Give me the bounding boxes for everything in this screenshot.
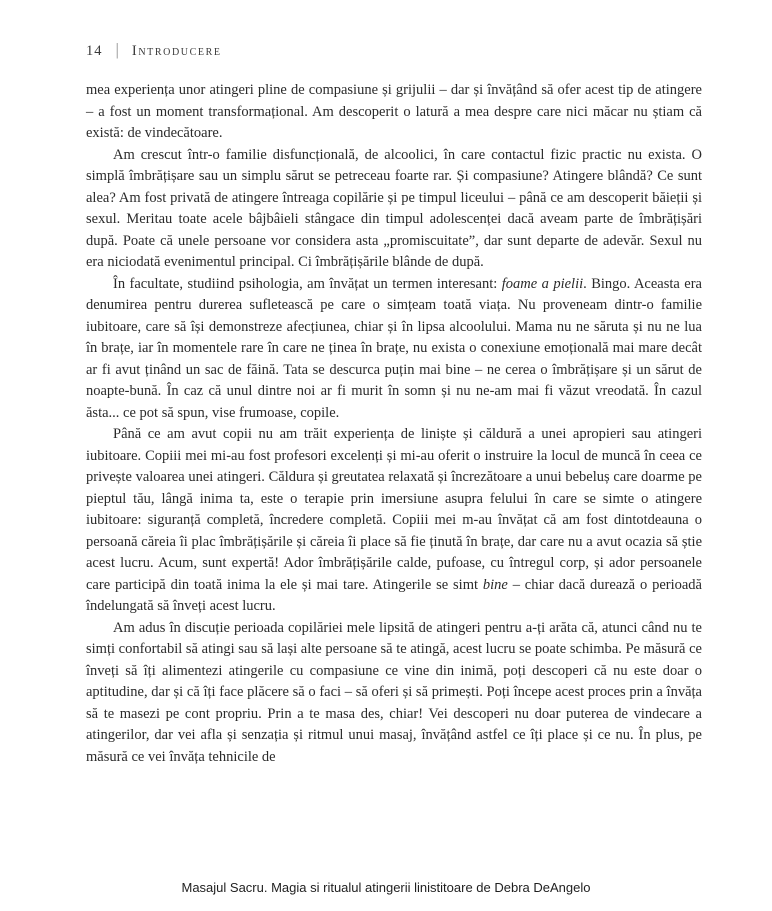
page-number: 14 bbox=[86, 43, 103, 59]
page-footer bbox=[0, 880, 772, 895]
italic-term: bine bbox=[482, 576, 508, 593]
paragraph bbox=[86, 424, 702, 618]
header-separator: | bbox=[115, 40, 119, 59]
paragraph bbox=[86, 80, 702, 145]
chapter-title: Introducere bbox=[131, 43, 222, 59]
italic-term: foame a pielii bbox=[501, 275, 584, 292]
paragraph bbox=[86, 618, 702, 769]
text-run: În facultate, studiind psihologia, am învățat un termen interesant: bbox=[113, 275, 502, 292]
text-run: mea experiența unor atingeri pline de compasiune și grijulii – dar și învățând să ofer acest tip de atingere – a fost un moment transformațional. Am descoperit o latură a mea despre care nici măcar nu știam că există: de vindecătoare. bbox=[86, 82, 702, 141]
text-run: Am adus în discuție perioada copilăriei mele lipsită de atingeri pentru a-ți arăta că, atunci când nu te simți confortabil să atingi sau să lași alte persoane să te atingă, acest lucru se poate schimba. Pe măsură ce înveți să îți alimentezi atingerile cu compasiune ce vine din inimă, poți descoperi că nu este doar o aptitudine, dar și că îți face plăcere să o faci – să oferi și să primești. Poți începe acest proces prin a învăța să te masezi pe cont propriu. Prin a te masa des, chiar! Vei descoperi nu doar puterea de vindecare a atingerilor, dar vei afla și senzația și ritmul unui masaj, învățând astfel ce îți place și ce nu. În plus, pe măsură ce vei învăța tehnicile de bbox=[86, 619, 702, 765]
text-run: Am crescut într-o familie disfuncțională, de alcoolici, în care contactul fizic practic nu exista. O simplă îmbrățișare sau un simplu sărut se petreceau foarte rar. Și compasiune? Atingere blândă? Ce sunt alea? Am fost privată de atingere întreaga copilărie și pe timpul liceului – până ce am descoperit băieții și sexul. Meritau toate acele bâjbâieli stângace din timpul adolescenței dacă aveam parte de îmbrățișări după. Poate că unele persoane vor considera asta „promiscuitate”, dar sunt departe de adevăr. Sexul nu era niciodată evenimentul principal. Ci îmbrățișările blânde de după. bbox=[86, 146, 702, 270]
text-run: . Bingo. Aceasta era denumirea pentru durerea sufletească pe care o simțeam toată viața. Nu proveneam dintr-o familie iubitoare, care să își demonstreze afecțiunea, chiar și în lipsa alcoolului. Mama nu ne săruta și nu ne lua în brațe, iar în momentele rare în care ne ținea în brațe, nu exista o conexiune emoțională mai mare decât ar fi avut ținând un sac de făină. Tata se descurca puțin mai bine – ne cerea o îmbrățișare și un sărut de noapte-bună. În caz că unul dintre noi ar fi murit în somn și nu ne-am mai fi văzut vreodată. În cazul ăsta... ce pot să spun, vise frumoase, copile. bbox=[86, 275, 702, 421]
page-header bbox=[86, 42, 702, 60]
text-run: – chiar dacă durează o perioadă îndelungată să înveți acest lucru. bbox=[86, 576, 702, 614]
footer-caption: Masajul Sacru. Magia si ritualul atingerii linistitoare de Debra DeAngelo bbox=[181, 880, 591, 895]
body-text bbox=[86, 80, 702, 768]
paragraph bbox=[86, 274, 702, 425]
paragraph bbox=[86, 145, 702, 274]
text-run: Până ce am avut copii nu am trăit experiența de liniște și căldură a unei apropieri sau atingeri iubitoare. Copiii mei mi-au fost profesori excelenți și mi-au oferit o instruire la locul de muncă în ceea ce privește valoarea unei atingeri. Căldura și greutatea relaxată și încrezătoare a unui bebeluș care doarme pe pieptul tău, lângă inima ta, este o terapie prin imersiune asupra felului în care se simte o atingere iubitoare: siguranță completă, încredere completă. Copiii mei m-au învățat că am fost dintotdeauna o persoană căreia îi plac îmbrățișările și căreia îi place să fie ținută în brațe, dar care nu a avut ocazia să știe acest lucru. Acum, sunt expertă! Ador îmbrățișările calde, pufoase, cu întregul corp, și ador persoanele care participă din toată inima la ele și mai tare. Atingerile se simt bbox=[86, 426, 702, 593]
